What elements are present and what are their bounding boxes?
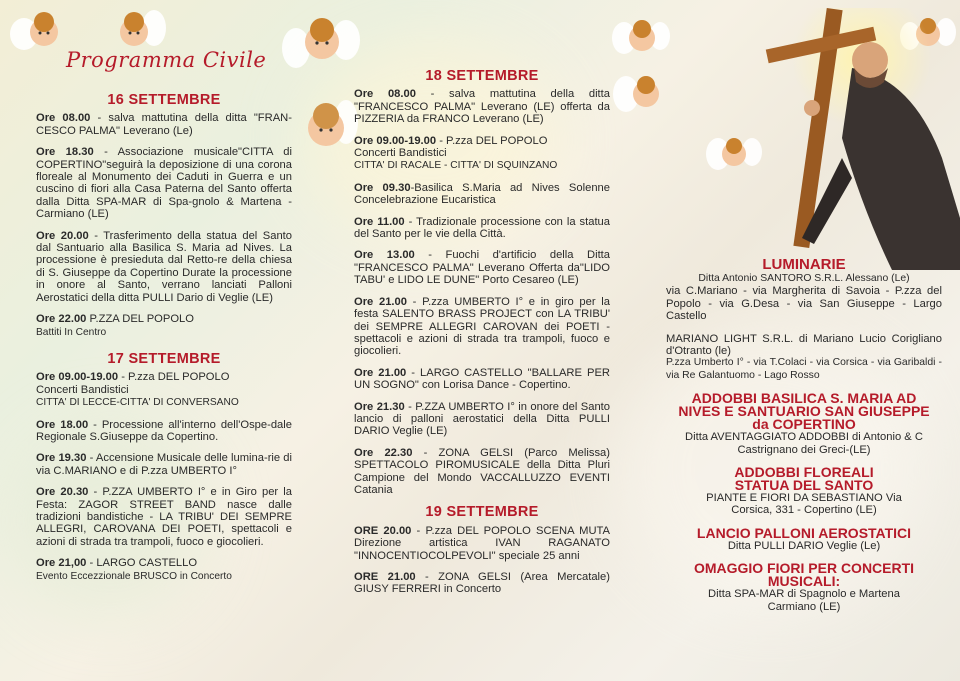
event-item: Ore 18.00 - Processione all'interno dell'Ospe-dale Regionale S.Giuseppe da Copertino. <box>36 418 292 443</box>
day-heading: 17 SETTEMBRE <box>107 350 221 367</box>
program-title: Programma Civile <box>66 48 267 72</box>
event-item: ORE 20.00 - P.zza DEL POPOLO SCENA MUTA Direzione artistica IVAN RAGANATO "INNOCENTIOCOLPEVOLI" speciale 25 anni <box>354 524 610 562</box>
event-item: Ore 20.30 - P.ZZA UMBERTO I° e in Giro per la Festa: ZAGOR STREET BAND nasce dalle tradizioni bandistiche - LA TRIBU' DEI SEMPRE ALLEGRI, CAROVANA DEI POETI, spettacoli e azioni di strada tra trampoli, fuoco e giocolieri. <box>36 486 292 548</box>
cherub-image <box>282 10 360 76</box>
event-item: Ore 11.00 - Tradizionale processione con la statua del Santo per le vie della Città. <box>354 215 610 241</box>
event-item: Ore 09.30-Basilica S.Maria ad Nives Solenne Concelebrazione Eucaristica <box>354 181 610 207</box>
event-item: Ore 20.00 - Trasferimento della statua del Santo dal Santuario alla Basilica S. Maria ad Nives. La processione è presieduta dal Retto-re della chiesa di S. Giuseppe da Copertino Durate la processione in onore al Santo, verrano lanciati Palloni Aerostatici della ditta PULLI Dario di Veglie (LE) <box>36 229 292 304</box>
event-item: Ore 21.30 - P.ZZA UMBERTO I° in onore del Santo lancio di palloni aerostatici della Ditta PULLI DARIO Veglie (LE) <box>354 400 610 438</box>
event-item: Ore 22.00 P.ZZA DEL POPOLO Battiti In Centro <box>36 313 194 338</box>
day-heading: 18 SETTEMBRE <box>425 68 539 84</box>
event-item: Ore 09.00-19.00 - P.zza DEL POPOLO Concerti Bandistici CITTA' DI RACALE - CITTA' DI SQUINZANO <box>354 134 558 172</box>
luminarie-company-1: Ditta Antonio SANTORO S.R.L. Alessano (Le) <box>698 273 910 284</box>
saint-with-cross-image <box>742 8 960 270</box>
cherub-image <box>296 92 358 162</box>
event-item: Ore 21.00 - LARGO CASTELLO "BALLARE PER UN SOGNO" con Lorisa Dance - Copertino. <box>354 366 610 392</box>
event-item: Ore 22.30 - ZONA GELSI (Parco Melissa) SPETTACOLO PIROMUSICALE della Ditta Pluri Campione del Mondo VACCALLUZZO EVENTI Catania <box>354 446 610 496</box>
addobbi-company: Ditta AVENTAGGIATO ADDOBBI di Antonio & C Castrignano dei Greci-(LE) <box>685 431 923 456</box>
event-item: Ore 08.00 - salva mattutina della ditta "FRANCESCO PALMA" Leverano (LE) offerta da PIZZERIA da FRANCO Leverano (LE) <box>354 88 610 126</box>
day-heading: 19 SETTEMBRE <box>425 504 539 521</box>
luminarie-streets-2: P.zza Umberto I° - via T.Colaci - via Corsica - via Garibaldi - via Re Galantuomo - Lago Rosso <box>666 357 942 381</box>
credits-column <box>666 258 942 613</box>
omaggio-company: Ditta SPA-MAR di Spagnolo e Martena Carmiano (LE) <box>708 588 900 613</box>
event-item: Ore 09.00-19.00 - P.zza DEL POPOLO Concerti Bandistici CITTA' DI LECCE-CITTA' DI CONVERSANO <box>36 371 239 409</box>
event-item: Ore 18.30 - Associazione musicale"CITTA di COPERTINO"seguirà la deposizione di una corona floreale al Monumento dei Caduti in Guerra e un cuscino di fiori alla Casa Paterna del Santo offerta dalla Ditta SPA-MAR di Spa-gnolo & Martena - Carmiano (LE) <box>36 146 292 221</box>
section-title-floreali: ADDOBBI FLOREALI STATUA DEL SANTO <box>734 464 874 494</box>
schedule-column-2 <box>354 70 610 605</box>
day-heading: 16 SETTEMBRE <box>107 92 221 108</box>
palloni-company: Ditta PULLI DARIO Veglie (Le) <box>727 539 881 552</box>
event-item: ORE 21.00 - ZONA GELSI (Area Mercatale) GIUSY FERRERI in Concerto <box>354 571 610 596</box>
cherub-image <box>612 12 670 62</box>
cherub-image <box>612 66 670 122</box>
section-title-luminarie: LUMINARIE <box>762 256 846 273</box>
schedule-column-1 <box>36 94 292 592</box>
section-title-palloni: LANCIO PALLONI AEROSTATICI <box>696 524 912 541</box>
section-title-addobbi: ADDOBBI BASILICA S. MARIA AD NIVES E SANTUARIO SAN GIUSEPPE da COPERTINO <box>678 390 930 433</box>
event-item: Ore 21,00 - LARGO CASTELLO Evento Eccezzionale BRUSCO in Concerto <box>36 557 232 582</box>
event-item: Ore 08.00 - salva mattutina della ditta "FRAN-CESCO PALMA" Leverano (Le) <box>36 112 292 137</box>
luminarie-streets-1: via C.Mariano - via Margherita di Savoia - P.zza del Popolo - via G.Desa - via San Giuseppe - Largo Castello <box>666 285 942 323</box>
event-item: Ore 13.00 - Fuochi d'artificio della Ditta "FRANCESCO PALMA" Leverano Offerta da"LIDO TABU' e LIDO LE DUNE" Porto Cesareo (LE) <box>354 249 611 287</box>
cherub-image <box>10 8 70 58</box>
luminarie-company-2: MARIANO LIGHT S.R.L. di Mariano Lucio Corigliano d'Otranto (le) <box>666 332 942 358</box>
event-item: Ore 21.00 - P.zza UMBERTO I° e in giro per la festa SALENTO BRASS PROJECT con LA TRIBU' dei SEMPRE ALLEGRI CAROVAN dei POETI - spettacoli e azioni di strada tra trampoli, fuoco e giocolieri. <box>354 295 610 358</box>
section-title-omaggio: OMAGGIO FIORI PER CONCERTI MUSICALI: <box>693 560 915 590</box>
floreali-company: PIANTE E FIORI DA SEBASTIANO Via Corsica, 331 - Copertino (LE) <box>706 492 902 517</box>
event-item: Ore 19.30 - Accensione Musicale delle lumina-rie di via C.MARIANO e di P.zza UMBERTO I° <box>36 452 292 477</box>
